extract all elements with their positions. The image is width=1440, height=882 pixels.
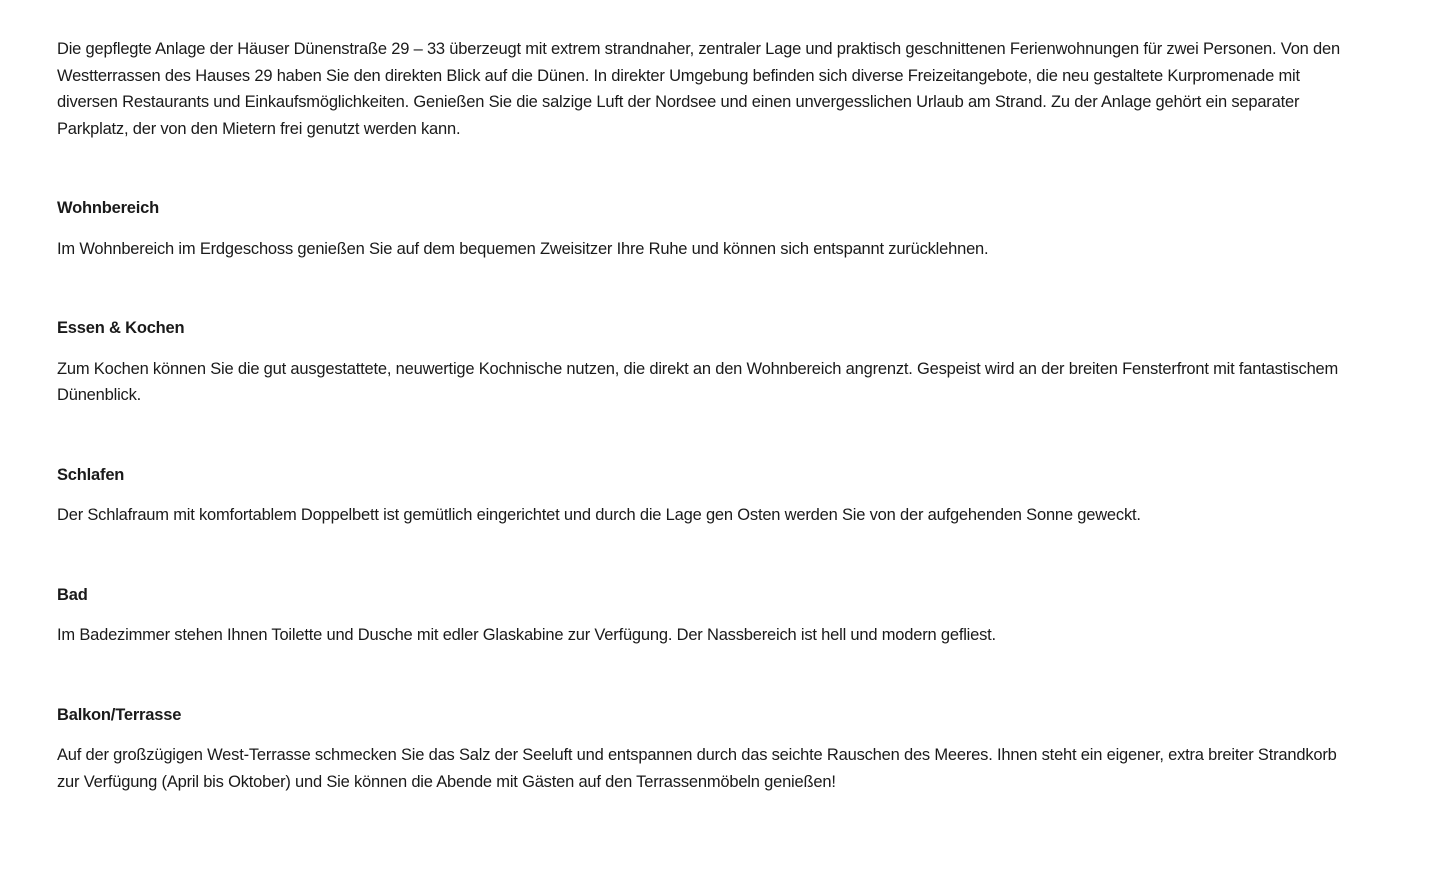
section-text: Im Wohnbereich im Erdgeschoss genießen Sie auf dem bequemen Zweisitzer Ihre Ruhe und können sich entspannt zurücklehnen. — [57, 239, 989, 258]
section-essen-kochen — [57, 315, 1344, 409]
section-heading: Wohnbereich — [57, 199, 160, 217]
intro-paragraph: Die gepflegte Anlage der Häuser Dünenstraße 29 – 33 überzeugt mit extrem strandnaher, zentraler Lage und praktisch geschnittenen Ferienwohnungen für zwei Personen. Von den Westterrassen des Hauses 29 haben Sie den direkten Blick auf die Dünen. In direkter Umgebung befinden sich diverse Freizeitangebote, die neu gestaltete Kurpromenade mit diversen Restaurants und Einkaufsmöglichkeiten. Genießen Sie die salzige Luft der Nordsee und einen unvergesslichen Urlaub am Strand. Zu der Anlage gehört ein separater Parkplatz, der von den Mietern frei genutzt werden kann. — [57, 40, 1340, 138]
section-balkon-terrasse — [57, 702, 1344, 796]
section-text: Der Schlafraum mit komfortablem Doppelbett ist gemütlich eingerichtet und durch die Lage gen Osten werden Sie von der aufgehenden Sonne geweckt. — [57, 506, 1141, 524]
section-heading: Schlafen — [57, 465, 125, 484]
section-text: Zum Kochen können Sie die gut ausgestattete, neuwertige Kochnische nutzen, die direkt an den Wohnbereich angrenzt. Gespeist wird an der breiten Fensterfront mit fantastischem Dünenblick. — [57, 359, 1339, 404]
section-heading: Essen & Kochen — [57, 319, 185, 337]
section-heading: Bad — [57, 585, 88, 604]
section-wohnbereich — [57, 195, 1344, 262]
section-schlafen — [57, 462, 1344, 529]
section-text: Im Badezimmer stehen Ihnen Toilette und Dusche mit edler Glaskabine zur Verfügung. Der Nassbereich ist hell und modern gefliest. — [57, 626, 996, 644]
section-bad — [57, 582, 1344, 649]
section-text: Auf der großzügigen West-Terrasse schmecken Sie das Salz der Seeluft und entspannen durch das seichte Rauschen des Meeres. Ihnen steht ein eigener, extra breiter Strandkorb zur Verfügung (April bis Oktober) und Sie können die Abende mit Gästen auf den Terrassenmöbeln genießen! — [57, 746, 1337, 791]
section-heading: Balkon/Terrasse — [57, 705, 182, 724]
